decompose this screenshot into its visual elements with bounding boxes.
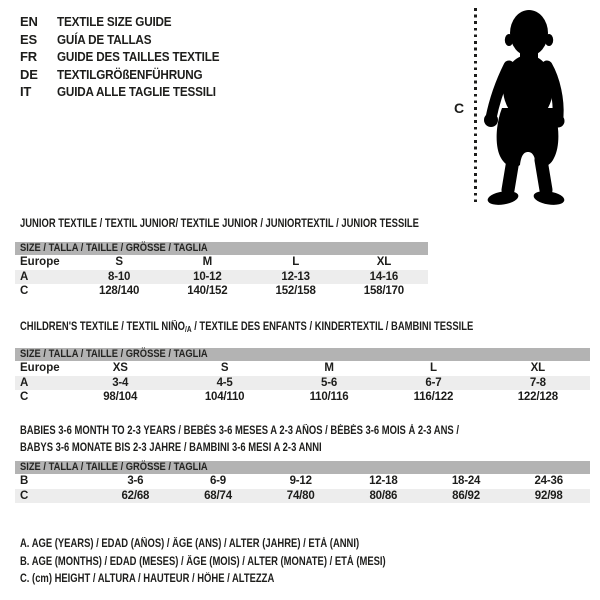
size-table-junior — [15, 242, 428, 299]
footnote-text: C. (cm) HEIGHT / ALTURA / HAUTEUR / HÖHE / ALTEZZA — [20, 573, 275, 586]
section-title-line — [20, 440, 590, 457]
size-header-text: SIZE / TALLA / TAILLE / GRÖSSE / TAGLIA — [20, 242, 208, 254]
table-rows — [15, 255, 428, 299]
language-title — [57, 31, 162, 49]
row-label: Europe — [20, 256, 60, 268]
table-row — [15, 270, 428, 285]
table-cell: L — [430, 362, 437, 374]
footnote-a — [20, 536, 466, 554]
section-title-line — [20, 423, 590, 440]
footnote-b — [20, 554, 466, 572]
table-cell: L — [292, 256, 300, 268]
section-title — [20, 319, 590, 338]
language-row — [20, 83, 237, 101]
table-cell: 80/86 — [369, 489, 398, 502]
language-title-text: GUIDE DES TAILLES TEXTILE — [57, 49, 220, 65]
language-code: DE — [20, 66, 38, 82]
table-cell: 152/158 — [275, 285, 316, 297]
section-title — [20, 423, 590, 457]
toddler-silhouette-icon — [482, 8, 572, 208]
table-cell: 68/74 — [204, 489, 232, 502]
title-subscript: /A — [185, 325, 192, 334]
table-cell: 62/68 — [121, 489, 150, 502]
table-row — [15, 489, 590, 504]
table-cell: XS — [112, 362, 128, 374]
table-row — [15, 284, 428, 299]
table-cell: 98/104 — [103, 391, 138, 403]
language-code: EN — [20, 14, 38, 29]
table-cell: 110/116 — [309, 391, 349, 403]
table-cell: M — [324, 362, 334, 374]
table-cell: 9-12 — [289, 475, 312, 487]
row-label: B — [20, 475, 29, 487]
language-row — [20, 31, 237, 49]
table-cell: 4-5 — [216, 376, 233, 389]
table-cell: 6-7 — [425, 376, 442, 389]
row-label: A — [20, 376, 29, 389]
table-cell: XL — [530, 362, 545, 374]
table-cell: 5-6 — [321, 376, 338, 389]
table-cell: 128/140 — [99, 285, 140, 297]
table-cell: 92/98 — [534, 489, 563, 502]
table-row — [15, 390, 590, 405]
language-title-text: GUIDA ALLE TAGLIE TESSILI — [57, 84, 216, 100]
language-title-text: TEXTILGRÖßENFÜHRUNG — [57, 66, 203, 82]
table-cell: 12-18 — [369, 475, 398, 487]
table-cell: 8-10 — [108, 270, 131, 283]
language-row — [20, 66, 237, 84]
table-row — [15, 361, 590, 376]
section-childrens-textile — [15, 319, 590, 405]
language-title — [57, 83, 234, 101]
language-code: FR — [20, 49, 37, 65]
table-cell: S — [220, 362, 229, 374]
language-code: ES — [20, 31, 37, 47]
table-cell: 158/170 — [363, 285, 404, 297]
section-junior-textile — [15, 216, 428, 299]
table-cell: S — [115, 256, 123, 268]
table-cell: 74/80 — [286, 489, 315, 502]
table-cell: 6-9 — [209, 475, 227, 487]
size-header-band — [15, 461, 590, 474]
table-cell: 7-8 — [529, 376, 546, 389]
table-cell: 18-24 — [451, 475, 481, 487]
table-cell: 12-13 — [281, 270, 310, 283]
row-label: Europe — [20, 362, 60, 374]
language-code: IT — [20, 84, 32, 100]
language-header — [20, 13, 237, 101]
section-title-line — [20, 319, 590, 338]
section-title-text: JUNIOR TEXTILE / TEXTIL JUNIOR/ TEXTILE JUNIOR / JUNIORTEXTIL / JUNIOR TESSILE — [20, 218, 419, 230]
size-header-text: SIZE / TALLA / TAILLE / GRÖSSE / TAGLIA — [20, 348, 208, 360]
size-header-band — [15, 242, 428, 255]
footnote-text: B. AGE (MONTHS) / EDAD (MESES) / ÂGE (MOIS) / ALTER (MONATE) / ETÀ (MESI) — [20, 555, 386, 568]
table-rows — [15, 474, 590, 503]
language-row — [20, 13, 237, 31]
size-header-band — [15, 348, 590, 361]
language-title — [57, 13, 184, 31]
section-babies-textile — [15, 423, 590, 503]
footnote-c — [20, 571, 466, 589]
table-cell: XL — [376, 256, 392, 268]
language-row — [20, 48, 237, 66]
table-rows — [15, 361, 590, 405]
section-title-text: CHILDREN'S TEXTILE / TEXTIL NIÑO/A / TEXTILE DES ENFANTS / KINDERTEXTIL / BAMBINI TESSILE — [20, 321, 474, 334]
size-table-children — [15, 348, 590, 405]
table-row — [15, 474, 590, 489]
table-cell: 104/110 — [204, 391, 245, 403]
language-title-text: TEXTILE SIZE GUIDE — [57, 14, 172, 29]
language-title — [57, 66, 219, 84]
table-cell: 3-6 — [127, 475, 144, 487]
table-cell: 122/128 — [517, 391, 558, 403]
table-cell: 14-16 — [369, 270, 399, 283]
language-title — [57, 48, 237, 66]
size-header-text: SIZE / TALLA / TAILLE / GRÖSSE / TAGLIA — [20, 461, 208, 473]
table-cell: 3-4 — [112, 376, 129, 389]
legend-footnotes — [20, 536, 466, 589]
size-table-babies — [15, 461, 590, 503]
table-cell: 10-12 — [193, 270, 222, 283]
table-cell: 86/92 — [452, 489, 480, 502]
section-title-text: BABIES 3-6 MONTH TO 2-3 YEARS / BEBÉS 3-6 MESES A 2-3 AÑOS / BÉBÉS 3-6 MOIS À 2-3 ANS / — [20, 425, 459, 437]
section-title — [20, 216, 428, 232]
table-cell: 116/122 — [413, 391, 454, 403]
row-label: C — [20, 489, 29, 502]
row-label: A — [20, 270, 29, 283]
table-cell: 24-36 — [534, 475, 563, 487]
table-cell: 140/152 — [187, 285, 228, 297]
table-row — [15, 376, 590, 391]
section-title-text: BABYS 3-6 MONATE BIS 2-3 JAHRE / BAMBINI 3-6 MESI A 2-3 ANNI — [20, 442, 322, 454]
language-title-text: GUÍA DE TALLAS — [57, 31, 152, 47]
table-row — [15, 255, 428, 270]
section-title-line — [20, 216, 428, 232]
row-label: C — [20, 285, 29, 297]
row-label: C — [20, 391, 29, 403]
height-measure-dotted-line — [474, 8, 477, 206]
footnote-text: A. AGE (YEARS) / EDAD (AÑOS) / ÂGE (ANS) / ALTER (JAHRE) / ETÀ (ANNI) — [20, 538, 360, 550]
table-cell: M — [202, 256, 213, 268]
height-measure-label: C — [453, 100, 465, 116]
